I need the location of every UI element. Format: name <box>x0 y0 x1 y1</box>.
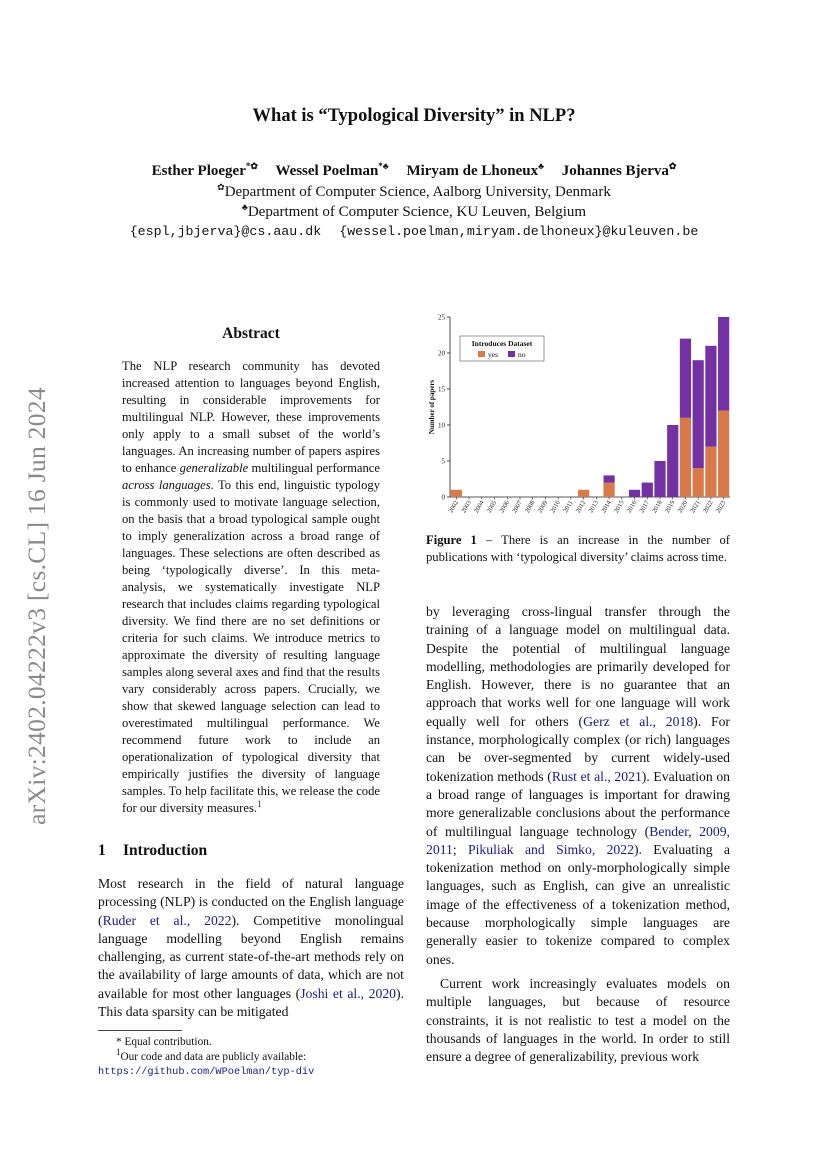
paragraph: Current work increasingly evaluates models on multiple languages, but because of resource constraints, it is not realistic to test a model on the thousands of languages in the world. In order to still ensure a degree of generalizability, previous work <box>426 975 730 1065</box>
x-tick-label: 2021 <box>689 499 702 515</box>
legend-label-no: no <box>518 350 526 359</box>
x-tick-label: 2004 <box>472 499 486 515</box>
x-tick-label: 2013 <box>587 499 601 515</box>
x-tick-label: 2010 <box>549 499 562 515</box>
affiliation-mark: ♣ <box>241 202 248 212</box>
author-marks: ✿ <box>668 161 677 171</box>
x-tick-label: 2002 <box>447 499 461 515</box>
figure-label: Figure 1 <box>426 533 477 547</box>
affiliation <box>0 204 828 221</box>
bar-no-2023 <box>718 317 729 411</box>
footnote-mark: 1 <box>116 1046 121 1057</box>
x-tick-label: 2009 <box>536 499 550 515</box>
x-tick-label: 2020 <box>676 499 690 515</box>
right-column-body: by leveraging cross-lingual transfer through the training of a language model on multilingual data. Despite the potential of multilingual language modelling, methodologies are primarily developed for English. However, there is no guarantee that an approach that works well for one language will work equally well for others (Gerz et al., 2018). For instance, morphologically complex (or rich) languages can be over-segmented by current widely-used tokenization methods (Rust et al., 2021). Evaluation on a broad range of languages is important for drawing more generalizable conclusions about the performance of multilingual language technology (Bender, 2009, 2011; Pikuliak and Simko, 2022). Evaluating a tokenization method on only-morphologically simple languages, such as English, can give an unrealistic image of the effectiveness of a tokenization method, because morphologically simple languages are generally easier to tokenize compared to complex ones. Current work increasingly evaluates models on multiple languages, but because of resource constraints, it is not realistic to test a model on the thousands of languages in the world. In order to still ensure a degree of generalizability, previous work <box>426 603 730 1066</box>
y-tick-label: 25 <box>438 313 445 322</box>
citation-link[interactable]: Gerz et al., 2018 <box>583 713 694 729</box>
legend-swatch-yes <box>478 351 485 357</box>
citation-link[interactable]: Pikuliak and Simko, 2022 <box>468 841 634 857</box>
x-tick-label: 2008 <box>523 499 537 515</box>
arxiv-identifier-text: arXiv:2402.04222v3 [cs.CL] 16 Jun 2024 <box>22 387 51 825</box>
author-name: Esther Ploeger <box>151 163 246 179</box>
bar-yes-2002 <box>451 490 462 497</box>
section-title: Introduction <box>123 842 208 859</box>
y-tick-label: 20 <box>438 349 445 358</box>
footnote-code: $^1$Our code and data are publicly available: <box>116 1046 307 1063</box>
footnote-equal-contribution: * Equal contribution. <box>116 1036 212 1048</box>
bar-no-2020 <box>680 339 691 418</box>
legend-title: Introduces Dataset <box>471 339 533 348</box>
papers-per-year-chart <box>420 308 732 526</box>
author-marks: *♣ <box>378 161 389 171</box>
bar-yes-2021 <box>693 468 704 497</box>
affiliation-text: Department of Computer Science, KU Leuven, Belgium <box>247 204 587 220</box>
section-number: 1 <box>98 842 106 859</box>
affiliation <box>0 184 828 201</box>
code-url-link[interactable]: https://github.com/WPoelman/typ-div <box>98 1066 315 1078</box>
author-marks: *✿ <box>245 161 258 171</box>
author-emails <box>0 224 828 239</box>
x-tick-label: 2016 <box>625 499 639 515</box>
x-tick-label: 2015 <box>612 499 626 515</box>
email-address: {espl,jbjerva}@cs.aau.dk <box>129 224 322 239</box>
author-marks: ♣ <box>538 161 545 171</box>
citation-link[interactable]: Rust et al., 2021 <box>551 768 642 784</box>
figure-caption: Figure 1 – There is an increase in the number of publications with ‘typological diversity’ claims across time. <box>426 533 730 564</box>
bar-no-2016 <box>629 490 640 497</box>
affiliation-text: Department of Computer Science, Aalborg University, Denmark <box>224 184 611 200</box>
footnote-rule <box>98 1030 182 1031</box>
bar-no-2017 <box>642 483 653 497</box>
abstract-body: The NLP research community has devoted increased attention to languages beyond English, resulting in considerable improvements for multilingual NLP. However, these improvements only apply to a small subset of the world’s languages. An increasing number of papers aspires to enhance generalizable multilingual performance across languages. To this end, linguistic typology is commonly used to motivate language selection, on the basis that a broad typological sample ought to imply generalization across a broad range of languages. These selections are often described as being ‘typologically diverse’. In this meta-analysis, we systematically investigate NLP research that includes claims regarding typological diversity. We find there are no set definitions or criteria for such claims. We introduce metrics to approximate the diversity of resulting language samples along several axes and find that the results vary considerably across papers. Crucially, we show that skewed language selection can lead to overestimated multilingual performance. We recommend future work to include an operationalization of typological diversity that empirically justifies the diversity of language samples. To help facilitate this, we release the code for our diversity measures.$^1$ <box>122 359 380 815</box>
author-list <box>0 163 828 180</box>
citation-link[interactable]: Ruder et al., 2022 <box>102 912 232 928</box>
bar-no-2018 <box>654 461 665 497</box>
bar-no-2014 <box>603 475 614 482</box>
x-tick-label: 2019 <box>663 499 677 515</box>
x-tick-label: 2014 <box>600 499 613 515</box>
y-axis-label: Number of papers <box>428 379 436 435</box>
x-tick-label: 2023 <box>714 499 728 515</box>
footnotes <box>98 1035 404 1080</box>
paper-title: What is “Typological Diversity” in NLP? <box>252 106 576 126</box>
bar-no-2021 <box>693 360 704 468</box>
y-tick-label: 15 <box>438 385 445 394</box>
abstract-heading: Abstract <box>222 325 280 342</box>
legend-swatch-no <box>508 351 515 357</box>
legend-label-yes: yes <box>488 350 498 359</box>
y-tick-label: 0 <box>441 493 445 502</box>
bar-yes-2012 <box>578 490 589 497</box>
author-name: Miryam de Lhoneux <box>406 163 539 179</box>
author-name: Johannes Bjerva <box>561 163 669 179</box>
introduction-body: Most research in the field of natural language processing (NLP) is conducted on the English language (Ruder et al., 2022). Competitive monolingual language modelling beyond English remains challenging, as current state-of-the-art methods rely on the availability of large amounts of data, which are not available for most other languages (Joshi et al., 2020). This data sparsity can be mitigated <box>98 876 404 1020</box>
bar-no-2022 <box>705 346 716 447</box>
emphasis: across languages <box>122 478 211 492</box>
section-heading-introduction <box>98 842 207 860</box>
x-tick-label: 2018 <box>651 499 664 515</box>
x-tick-label: 2012 <box>574 499 588 515</box>
emphasis: generalizable <box>179 461 249 475</box>
x-tick-label: 2017 <box>638 499 652 515</box>
y-tick-label: 5 <box>441 457 445 466</box>
x-tick-label: 2011 <box>562 499 575 515</box>
bar-yes-2020 <box>680 418 691 497</box>
citation-link[interactable]: Joshi et al., 2020 <box>300 985 397 1001</box>
x-tick-label: 2003 <box>460 499 473 515</box>
email-address: {wessel.poelman,miryam.delhoneux}@kuleuven.be <box>339 224 699 239</box>
x-tick-label: 2005 <box>485 499 499 515</box>
x-tick-label: 2022 <box>702 499 715 515</box>
citation-link[interactable]: Bender, 2009, 2011 <box>426 823 730 857</box>
footnote-ref[interactable]: 1 <box>257 798 262 809</box>
y-tick-label: 10 <box>438 421 445 430</box>
bar-yes-2014 <box>603 483 614 497</box>
bar-no-2019 <box>667 425 678 497</box>
x-tick-label: 2007 <box>511 499 524 515</box>
x-tick-label: 2006 <box>498 499 512 515</box>
affiliation-mark: ✿ <box>217 182 225 192</box>
bar-yes-2023 <box>718 411 729 497</box>
author-name: Wessel Poelman <box>275 163 379 179</box>
bar-yes-2022 <box>705 447 716 497</box>
